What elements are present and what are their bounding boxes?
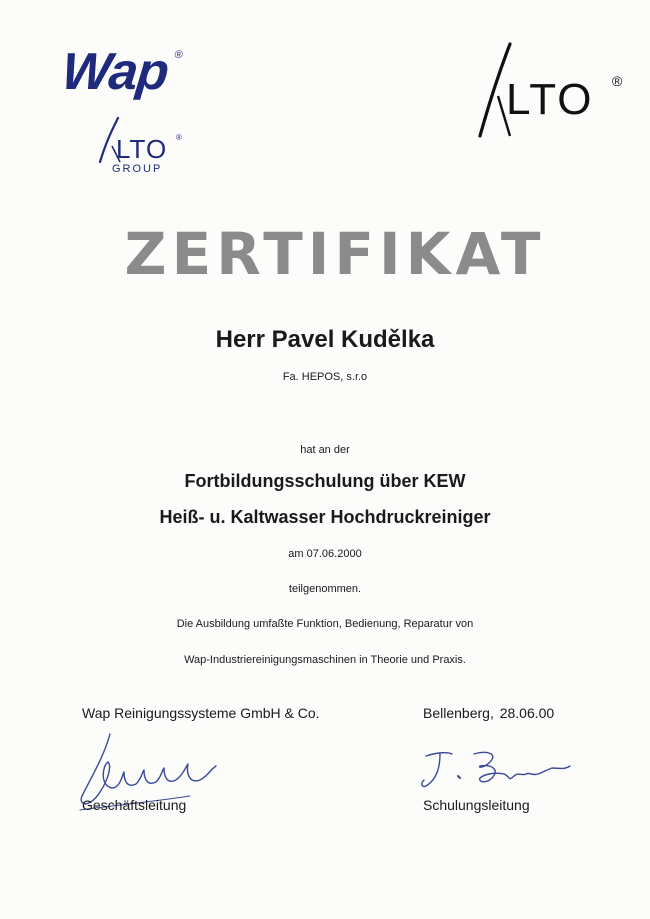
wap-registered-mark: ®: [173, 49, 183, 61]
course-title-line-2: Heiß- u. Kaltwasser Hochdruckreiniger: [159, 507, 491, 527]
alto-big-word: LTO: [506, 75, 594, 124]
participation-text: teilgenommen.: [288, 583, 362, 595]
alto-group-registered-mark: ®: [176, 133, 182, 142]
right-signature-icon: [418, 746, 578, 796]
left-signatory-role: Geschäftsleitung: [82, 797, 187, 813]
issuer-company: Wap Reinigungssysteme GmbH & Co.: [82, 705, 320, 721]
wap-logo: [58, 43, 183, 101]
description-line-2: Wap-Industriereinigungsmaschinen in Theorie und Praxis.: [184, 654, 466, 666]
alto-group-word: LTO: [116, 134, 168, 164]
course-title-line-1: Fortbildungsschulung über KEW: [184, 471, 466, 491]
course-date: am 07.06.2000: [288, 548, 362, 560]
right-signatory-role: Schulungsleitung: [423, 797, 530, 813]
alto-big-registered-mark: ®: [612, 73, 623, 89]
recipient-company: Fa. HEPOS, s.r.o: [282, 371, 368, 383]
intro-text: hat an der: [300, 444, 350, 456]
alto-group-label: GROUP: [112, 163, 163, 175]
wap-logo-text: Wap: [58, 43, 171, 101]
alto-logo: [470, 40, 630, 140]
description-line-1: Die Ausbildung umfaßte Funktion, Bedienung, Reparatur von: [176, 618, 474, 630]
place-and-date: Bellenberg, 28.06.00: [423, 705, 555, 721]
alto-group-logo: [94, 116, 184, 176]
certificate-title: ZERTIFIKAT: [124, 220, 546, 288]
recipient-name: Herr Pavel Kudělka: [215, 326, 435, 353]
